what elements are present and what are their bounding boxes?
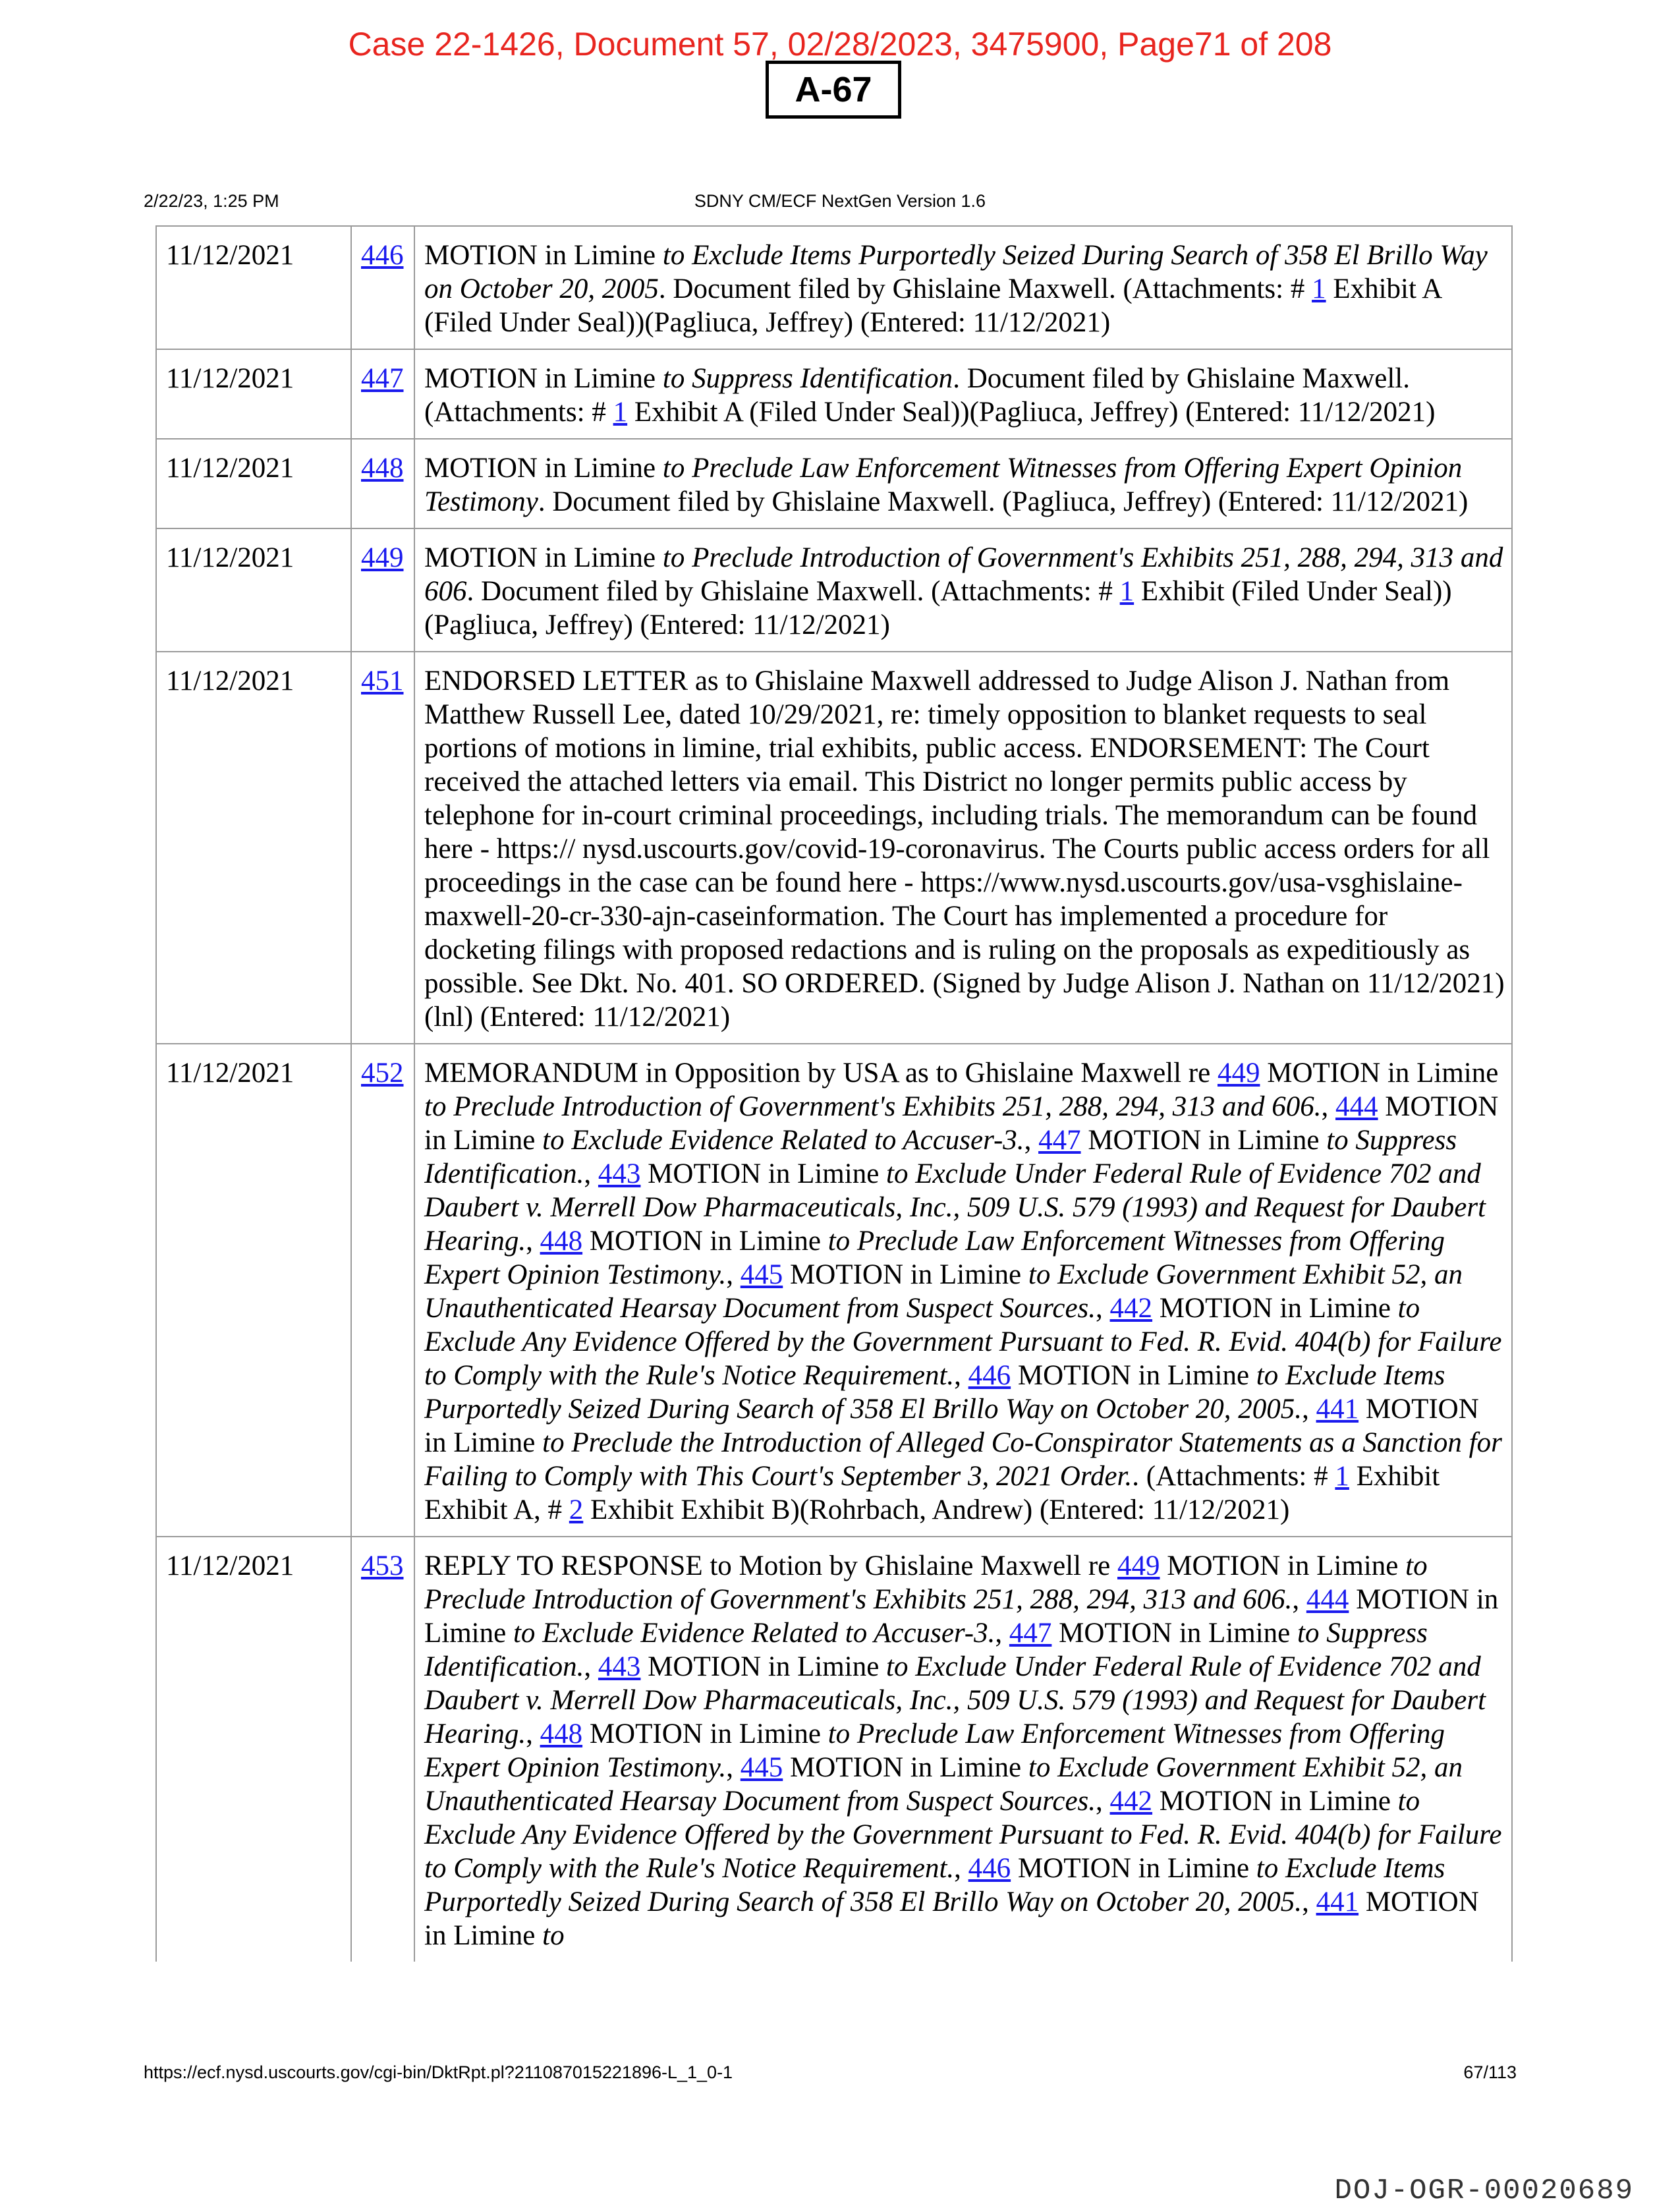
entry-date: 11/12/2021: [156, 652, 351, 1044]
exhibit-label: A-67: [766, 61, 901, 119]
docket-reference-link[interactable]: 441: [1316, 1886, 1359, 1917]
entry-text: MOTION in Limine: [1051, 1618, 1297, 1649]
motion-title-text: to Exclude Items Purportedly Seized During Search of 358 El Brillo Way on October 20, 2005.: [424, 1853, 1445, 1917]
entry-text: MOTION in Limine: [783, 1752, 1028, 1783]
docket-reference-link[interactable]: 442: [1109, 1786, 1153, 1817]
entry-text: Exhibit Exhibit B)(Rohrbach, Andrew) (Entered: 11/12/2021): [583, 1494, 1290, 1525]
entry-text: ,: [1096, 1786, 1110, 1817]
docket-reference-link[interactable]: 1: [1312, 273, 1326, 304]
docket-reference-link[interactable]: 449: [1217, 1058, 1260, 1089]
case-stamp: Case 22-1426, Document 57, 02/28/2023, 3475900, Page71 of 208: [348, 26, 1332, 63]
docket-reference-link[interactable]: 447: [1009, 1618, 1052, 1649]
entry-text: ,: [584, 1158, 598, 1189]
docket-reference-link[interactable]: 2: [569, 1494, 584, 1525]
docket-entry-row: [156, 1044, 1512, 1537]
entry-description: [414, 349, 1512, 439]
entry-description: [414, 652, 1512, 1044]
docket-reference-link[interactable]: 1: [1335, 1461, 1349, 1492]
entry-text: Exhibit Exhibit A, #: [424, 1461, 1440, 1525]
entry-text: ,: [726, 1259, 741, 1290]
entry-text: MOTION in Limine: [424, 1394, 1479, 1458]
entry-text: MOTION in Limine: [640, 1158, 887, 1189]
entry-text: ,: [584, 1651, 598, 1682]
entry-text: ,: [726, 1752, 741, 1783]
entry-text: ,: [1292, 1584, 1306, 1615]
entry-text: ,: [1321, 1091, 1336, 1122]
docket-reference-link[interactable]: 441: [1316, 1394, 1359, 1425]
motion-title-text: to Exclude Items Purportedly Seized During Search of 358 El Brillo Way on October 20, 2005.: [424, 1360, 1445, 1425]
docket-entry-row: [156, 439, 1512, 528]
docket-reference-link[interactable]: 447: [1038, 1125, 1081, 1156]
motion-title-text: to Exclude Evidence Related to Accuser-3.: [513, 1618, 995, 1649]
entry-date: 11/12/2021: [156, 1044, 351, 1537]
entry-number-cell: [351, 528, 414, 652]
entry-number-link[interactable]: 448: [361, 453, 404, 484]
entry-text: MOTION in Limine: [640, 1651, 887, 1682]
docket-reference-link[interactable]: 443: [598, 1158, 641, 1189]
entry-description: [414, 1537, 1512, 1962]
entry-text: ,: [1024, 1125, 1039, 1156]
motion-title-text: to Preclude Introduction of Government's Exhibits 251, 288, 294, 313 and 606: [424, 542, 1503, 607]
entry-text: Exhibit A (Filed Under Seal))(Pagliuca, Jeffrey) (Entered: 11/12/2021): [627, 397, 1436, 428]
entry-text: MOTION in Limine: [582, 1718, 828, 1749]
docket-entry-row: [156, 1537, 1512, 1962]
entry-number-link[interactable]: 449: [361, 542, 404, 573]
entry-number-link[interactable]: 446: [361, 240, 404, 271]
motion-title-text: to Exclude Government Exhibit 52, an Unauthenticated Hearsay Document from Suspect Sources.: [424, 1259, 1463, 1324]
entry-text: ,: [1302, 1886, 1316, 1917]
entry-number-link[interactable]: 452: [361, 1058, 404, 1089]
entry-date: 11/12/2021: [156, 439, 351, 528]
entry-date: 11/12/2021: [156, 1537, 351, 1962]
entry-text: MOTION in Limine: [783, 1259, 1028, 1290]
entry-text: ,: [526, 1718, 540, 1749]
entry-text: REPLY TO RESPONSE to Motion by Ghislaine Maxwell re: [424, 1550, 1117, 1581]
motion-title-text: to Preclude Law Enforcement Witnesses from Offering Expert Opinion Testimony: [424, 453, 1463, 517]
docket-body: [156, 226, 1512, 1962]
docket-reference-link[interactable]: 446: [968, 1853, 1011, 1884]
motion-title-text: to Exclude Any Evidence Offered by the Government Pursuant to Fed. R. Evid. 404(b) for Failure to Comply with the Rule's Notice Requirement.: [424, 1293, 1502, 1391]
docket-reference-link[interactable]: 1: [1119, 576, 1134, 607]
entry-text: MOTION in Limine: [424, 453, 663, 484]
entry-date: 11/12/2021: [156, 528, 351, 652]
entry-number-cell: [351, 1537, 414, 1962]
entry-text: MOTION in Limine: [1080, 1125, 1327, 1156]
entry-text: MOTION in Limine: [424, 240, 663, 271]
motion-title-text: to Exclude Evidence Related to Accuser-3.: [542, 1125, 1024, 1156]
docket-reference-link[interactable]: 445: [740, 1752, 783, 1783]
entry-text: MOTION in Limine: [424, 1584, 1499, 1649]
docket-entry-row: [156, 652, 1512, 1044]
motion-title-text: to Exclude Any Evidence Offered by the Government Pursuant to Fed. R. Evid. 404(b) for Failure to Comply with the Rule's Notice Requirement.: [424, 1786, 1502, 1884]
motion-title-text: to Suppress Identification.: [424, 1125, 1457, 1189]
entry-text: . (Attachments: #: [1132, 1461, 1335, 1492]
motion-title-text: to Suppress Identification.: [424, 1618, 1428, 1682]
docket-reference-link[interactable]: 444: [1306, 1584, 1349, 1615]
entry-text: Exhibit A (Filed Under Seal))(Pagliuca, Jeffrey) (Entered: 11/12/2021): [424, 273, 1441, 338]
entry-text: ,: [526, 1226, 540, 1257]
entry-text: MOTION in Limine: [424, 363, 663, 394]
entry-text: ENDORSED LETTER as to Ghislaine Maxwell addressed to Judge Alison J. Nathan from Matthew Russell Lee, dated 10/29/2021, re: timely opposition to blanket requests to seal portions of motions in limine, trial exhibits, public access. ENDORSEMENT: The Court received the attached letters via email. This District no longer permits public access by telephone for in-court criminal proceedings, including trials. The memorandum can be found here - https:// nysd.uscourts.gov/covid-19-coronavirus. The Courts public access orders for all proceedings in the case can be found here - https://www.nysd.uscourts.gov/usa-vsghislaine- maxwell-20-cr-330-ajn-caseinformation. The Court has implemented a procedure for docketing filings with proposed redactions and is ruling on the proposals as expeditiously as possible. See Dkt. No. 401. SO ORDERED. (Signed by Judge Alison J. Nathan on 11/12/2021) (lnl) (Entered: 11/12/2021): [424, 666, 1505, 1033]
entry-description: [414, 226, 1512, 349]
entry-text: ,: [1096, 1293, 1110, 1324]
docket-reference-link[interactable]: 443: [598, 1651, 641, 1682]
entry-date: 11/12/2021: [156, 226, 351, 349]
entry-text: MOTION in Limine: [1011, 1853, 1256, 1884]
entry-number-cell: [351, 439, 414, 528]
docket-reference-link[interactable]: 1: [613, 397, 628, 428]
entry-number-cell: [351, 226, 414, 349]
entry-text: MOTION in Limine: [424, 1091, 1499, 1156]
docket-entry-row: [156, 528, 1512, 652]
entry-text: MOTION in Limine: [1160, 1550, 1406, 1581]
entry-description: [414, 528, 1512, 652]
motion-title-text: to Exclude Under Federal Rule of Evidence 702 and Daubert v. Merrell Dow Pharmaceuticals, Inc., 509 U.S. 579 (1993) and Request for Daubert Hearing.: [424, 1651, 1486, 1749]
motion-title-text: to Preclude Law Enforcement Witnesses from Offering Expert Opinion Testimony.: [424, 1718, 1445, 1783]
entry-text: . Document filed by Ghislaine Maxwell. (Attachments: #: [424, 363, 1411, 428]
footer-page-number: 67/113: [1463, 2062, 1517, 2082]
entry-text: . Document filed by Ghislaine Maxwell. (Attachments: #: [466, 576, 1120, 607]
motion-title-text: to Preclude Introduction of Government's Exhibits 251, 288, 294, 313 and 606.: [424, 1550, 1428, 1615]
docket-reference-link[interactable]: 442: [1109, 1293, 1153, 1324]
docket-reference-link[interactable]: 445: [740, 1259, 783, 1290]
motion-title-text: to Preclude Introduction of Government's Exhibits 251, 288, 294, 313 and 606.: [424, 1091, 1322, 1122]
motion-title-text: to: [542, 1920, 565, 1951]
docket-reference-link[interactable]: 449: [1117, 1550, 1160, 1581]
entry-text: MOTION in Limine: [1152, 1786, 1398, 1817]
entry-number-link[interactable]: 453: [361, 1550, 404, 1581]
motion-title-text: to Exclude Government Exhibit 52, an Unauthenticated Hearsay Document from Suspect Sources.: [424, 1752, 1463, 1817]
docket-entry-row: [156, 226, 1512, 349]
docket-entry-row: [156, 349, 1512, 439]
entry-number-link[interactable]: 447: [361, 363, 404, 394]
docket-reference-link[interactable]: 448: [540, 1718, 583, 1749]
entry-text: Exhibit (Filed Under Seal))(Pagliuca, Jeffrey) (Entered: 11/12/2021): [424, 576, 1452, 640]
entry-text: ,: [1302, 1394, 1316, 1425]
entry-text: ,: [954, 1853, 968, 1884]
docket-reference-link[interactable]: 444: [1335, 1091, 1378, 1122]
entry-text: ,: [954, 1360, 968, 1391]
motion-title-text: to Preclude Law Enforcement Witnesses from Offering Expert Opinion Testimony.: [424, 1226, 1445, 1290]
entry-text: MOTION in Limine: [582, 1226, 828, 1257]
entry-text: . Document filed by Ghislaine Maxwell. (Pagliuca, Jeffrey) (Entered: 11/12/2021): [538, 486, 1469, 517]
motion-title-text: to Preclude the Introduction of Alleged Co-Conspirator Statements as a Sanction for Failing to Comply with This Court's September 3, 2021 Order.: [424, 1427, 1502, 1492]
entry-text: ,: [995, 1618, 1009, 1649]
entry-number-link[interactable]: 451: [361, 666, 404, 696]
docket-table: [155, 225, 1513, 1962]
header-datetime: 2/22/23, 1:25 PM: [144, 191, 279, 211]
entry-text: MEMORANDUM in Opposition by USA as to Ghislaine Maxwell re: [424, 1058, 1218, 1089]
motion-title-text: to Suppress Identification: [662, 363, 953, 394]
entry-date: 11/12/2021: [156, 349, 351, 439]
footer-url: https://ecf.nysd.uscourts.gov/cgi-bin/DktRpt.pl?211087015221896-L_1_0-1: [144, 2062, 733, 2082]
entry-text: MOTION in Limine: [1152, 1293, 1398, 1324]
entry-text: MOTION in Limine: [424, 1886, 1479, 1951]
entry-text: MOTION in Limine: [1011, 1360, 1256, 1391]
bates-number: DOJ-OGR-00020689: [1334, 2174, 1634, 2207]
motion-title-text: to Exclude Under Federal Rule of Evidence 702 and Daubert v. Merrell Dow Pharmaceuticals, Inc., 509 U.S. 579 (1993) and Request for Daubert Hearing.: [424, 1158, 1486, 1257]
entry-number-cell: [351, 1044, 414, 1537]
entry-text: . Document filed by Ghislaine Maxwell. (Attachments: #: [658, 273, 1312, 304]
motion-title-text: to Exclude Items Purportedly Seized During Search of 358 El Brillo Way on October 20, 2005: [424, 240, 1488, 304]
docket-reference-link[interactable]: 448: [540, 1226, 583, 1257]
entry-text: MOTION in Limine: [1260, 1058, 1499, 1089]
entry-text: MOTION in Limine: [424, 542, 663, 573]
docket-reference-link[interactable]: 446: [968, 1360, 1011, 1391]
entry-description: [414, 1044, 1512, 1537]
header-title: SDNY CM/ECF NextGen Version 1.6: [694, 191, 986, 211]
entry-number-cell: [351, 349, 414, 439]
entry-description: [414, 439, 1512, 528]
entry-number-cell: [351, 652, 414, 1044]
